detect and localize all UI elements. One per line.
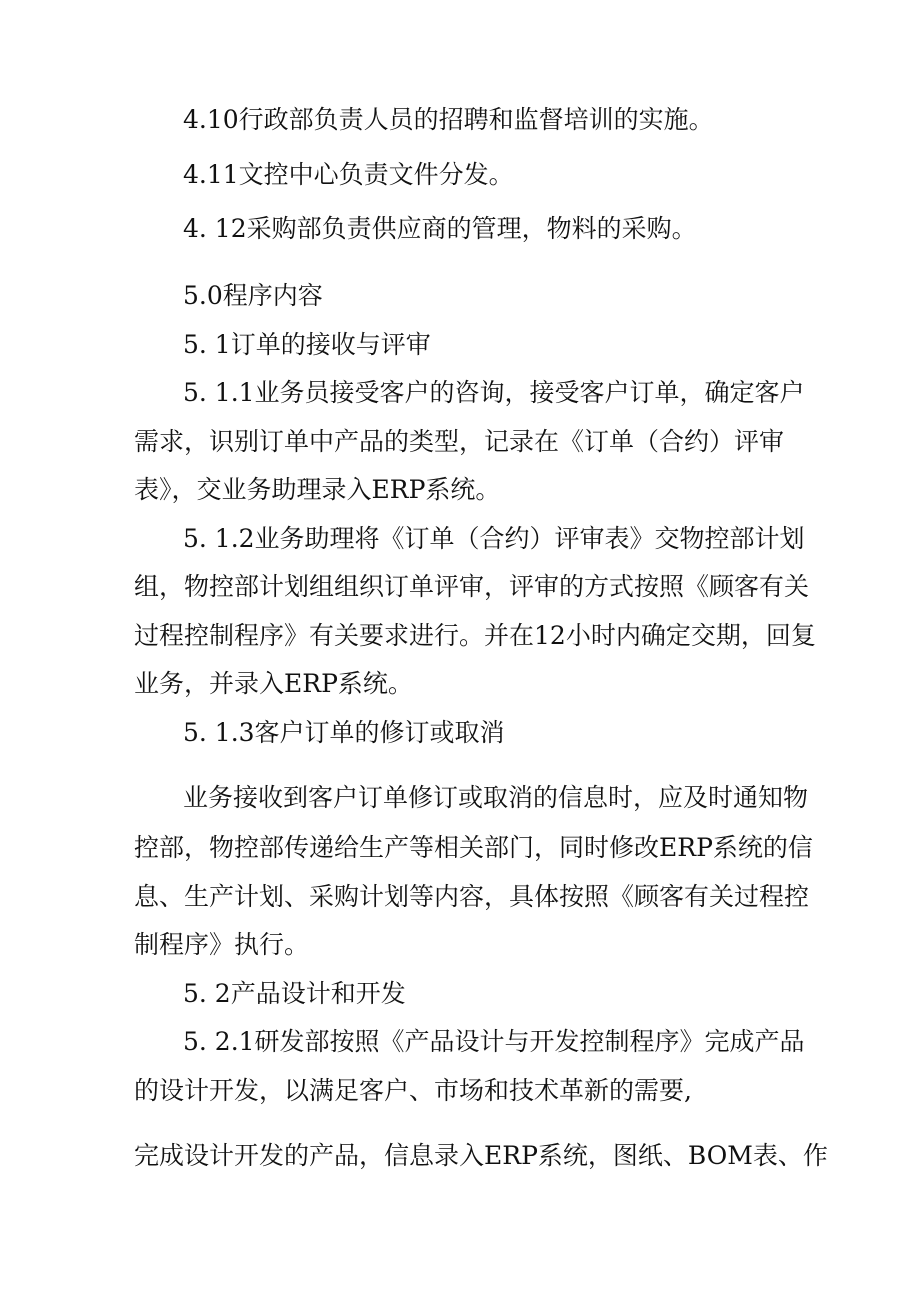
text-line-5-1-2-cont3: 业务，并录入ERP系统。	[134, 669, 413, 698]
text-line-5-1-2: 5. 1.2业务助理将《订单（合约）评审表》交物控部计划	[183, 524, 805, 553]
text-line-5-2-1-cont2: 完成设计开发的产品，信息录入ERP系统，图纸、BOM表、作	[134, 1141, 828, 1170]
text-line-5-1-1-cont1: 需求，识别订单中产品的类型，记录在《订单（合约）评审	[134, 427, 785, 456]
text-line-4-12: 4. 12采购部负责供应商的管理，物料的采购。	[183, 214, 697, 243]
text-line-5-2-1: 5. 2.1研发部按照《产品设计与开发控制程序》完成产品	[183, 1027, 805, 1056]
section-heading-5-1-3: 5. 1.3客户订单的修订或取消	[183, 718, 505, 747]
text-line-5-1-3-cont3: 制程序》执行。	[134, 930, 310, 959]
text-line-5-1-3-cont2: 息、生产计划、采购计划等内容，具体按照《顾客有关过程控	[134, 882, 810, 911]
text-line-5-1-3-body: 业务接收到客户订单修订或取消的信息时，应及时通知物	[183, 783, 809, 812]
text-line-5-1-2-cont1: 组，物控部计划组组织订单评审，评审的方式按照《顾客有关	[134, 572, 810, 601]
text-line-5-1-2-cont2: 过程控制程序》有关要求进行。并在12小时内确定交期，回复	[134, 621, 816, 650]
text-line-4-11: 4.11文控中心负责文件分发。	[183, 160, 514, 189]
section-heading-5-0: 5.0程序内容	[183, 281, 323, 310]
section-heading-5-1: 5. 1订单的接收与评审	[183, 330, 431, 359]
text-line-5-1-3-cont1: 控部，物控部传递给生产等相关部门，同时修改ERP系统的信	[134, 833, 813, 862]
text-line-4-10: 4.10行政部负责人员的招聘和监督培训的实施。	[183, 105, 714, 134]
text-line-5-2-1-cont1: 的设计开发，以满足客户、市场和技术革新的需要,	[134, 1076, 692, 1105]
text-line-5-1-1: 5. 1.1业务员接受客户的咨询，接受客户订单，确定客户	[183, 378, 805, 407]
section-heading-5-2: 5. 2产品设计和开发	[183, 979, 406, 1008]
text-line-5-1-1-cont2: 表》，交业务助理录入ERP系统。	[134, 475, 501, 504]
